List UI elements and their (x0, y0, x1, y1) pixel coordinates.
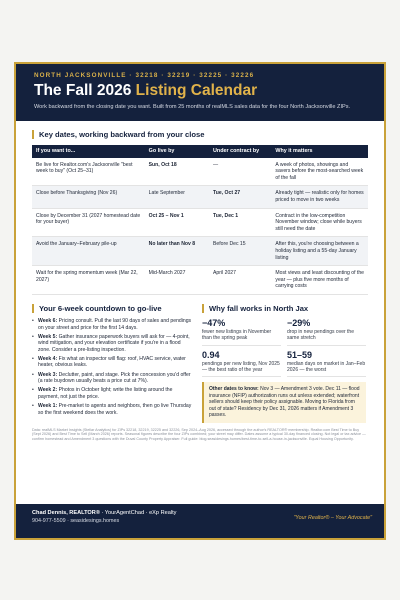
week-label: Week 1: (38, 402, 58, 409)
agent-affiliation: · YourAgentChad · eXp Realty (99, 510, 177, 516)
stat-label: fewer new listings in November than the spring peak (202, 328, 272, 342)
table-row (32, 186, 368, 208)
two-column-section (16, 295, 384, 423)
agent-name: Chad Dennis, REALTOR® (32, 510, 100, 516)
sources-note: Data: realMLS Market Insights (Stellar Analytics) for ZIPs 32218, 32219, 32225 and 32226, Sep 2024–Aug 2026, accessed through the author's REALTOR® membership. Realtor.com Best Time to Buy (Sept 2026) and Best Time to Sell (March 2026) reports. Seasonal figures describe the four ZIPs combined; your street may differ. Dates assume a typical 30-day financed closing. Not legal or tax advice — confirm homestead and Amendment 3 questions with the Duval County Property Appraiser. Full guide: blog.seasidesings.homes/best-time-to-sell-a-house-in-jacksonville. Equal Housing Opportunity. (32, 427, 366, 442)
column-header: Under contract by (209, 145, 271, 158)
cell-why: Most views and least discounting of the year — plus five more months of carrying costs (271, 266, 368, 295)
cell-go-live: Oct 25 – Nov 1 (145, 208, 209, 237)
table-row (32, 266, 368, 295)
week-label: Week 3: (38, 371, 58, 378)
agent-contact: 904-977-5509 · seasidesings.homes (32, 518, 120, 524)
stat-number: −47% (202, 317, 226, 328)
cell-under-contract: Tue, Dec 1 (209, 208, 271, 237)
table-row (32, 208, 368, 237)
why-fall-title: Why fall works in North Jax (202, 304, 366, 313)
stat-label: drop in new pendings over the same stretch (287, 328, 354, 342)
cell-goal: Close before Thanksgiving (Nov 26) (32, 186, 145, 208)
zip-codes: NORTH JACKSONVILLE · 32218 · 32219 · 32225 · 32226 (34, 72, 255, 79)
column-header: If you want to... (32, 145, 145, 158)
cell-go-live: Sun, Oct 18 (145, 158, 209, 186)
cell-goal: Close by December 31 (2027 homestead date for your buyer) (32, 208, 145, 237)
list-item (32, 318, 192, 331)
week-label: Week 4: (38, 355, 58, 362)
week-task: Pricing consult. Pull the last 90 days of sales and pendings on your street and price for the first 14 days. (38, 317, 192, 331)
stat-number: 51–59 (287, 349, 313, 360)
list-item (32, 403, 192, 416)
week-task: Gather insurance paperwork buyers will ask for — 4-point, wind mitigation, and your elevation certificate if you're in a flood zone. Consider a pre-listing inspection. (38, 333, 190, 353)
table-row (32, 158, 368, 186)
key-dates-title: Key dates, working backward from your close (32, 130, 368, 139)
countdown-title: Your 6-week countdown to go-live (32, 304, 192, 313)
why-fall-section (202, 304, 366, 423)
cell-goal: Avoid the January–February pile-up (32, 237, 145, 266)
table-row (32, 237, 368, 266)
stat-card (202, 318, 281, 346)
cell-under-contract: Before Dec 15 (209, 237, 271, 266)
list-item (32, 387, 192, 400)
week-task: Fix what an inspector will flag: roof, HVAC service, water heater, obvious leaks. (38, 355, 186, 369)
cell-why: A week of photos, showings and savers before the most-searched week of the fall (271, 158, 368, 186)
title-main: The Fall 2026 (34, 82, 136, 99)
cell-under-contract: — (209, 158, 271, 186)
cell-why: After this, you're choosing between a holiday listing and a 55-day January listing (271, 237, 368, 266)
key-dates-table (32, 145, 368, 295)
cell-go-live: No later than Nov 8 (145, 237, 209, 266)
header (16, 64, 384, 121)
stat-number: −29% (287, 317, 311, 328)
key-dates-section (16, 121, 384, 295)
cell-under-contract: April 2027 (209, 266, 271, 295)
callout-text: Nov 3 — Amendment 3 vote. Dec 11 — flood insurance (NFIP) authorization runs out unless extended; waterfront sellers should keep their policy assignable. Moving to Florida from out of state? Residency by Dec 31, 2026 matters if Amendment 3 passes. (209, 386, 360, 419)
week-task: Pre-market to agents and neighbors, then go live Thursday so the first weekend does the work. (38, 402, 192, 416)
week-task: Photos in October light; write the listing around the payment, not just the price. (38, 387, 173, 400)
list-item (32, 356, 192, 369)
cell-goal: Be live for Realtor.com's Jacksonville "best week to buy" (Oct 25–31) (32, 158, 145, 186)
stat-label: median days on market in Jan–Feb 2026 — the worst (287, 360, 366, 373)
stat-card (287, 350, 366, 378)
cell-go-live: Late September (145, 186, 209, 208)
cell-go-live: Mid-March 2027 (145, 266, 209, 295)
countdown-section (32, 304, 192, 423)
title-accent: Listing Calendar (135, 82, 258, 99)
cell-why: Already tight — realistic only for homes priced to move in two weeks (271, 186, 368, 208)
week-label: Week 5: (38, 333, 58, 340)
listing-calendar-page (14, 62, 386, 540)
agent-tagline: "Your Realtor® – Your Advocate" (293, 515, 372, 521)
page-title (34, 82, 366, 100)
stat-number: 0.94 (202, 349, 220, 360)
column-header: Why it matters (271, 145, 368, 158)
callout-lead: Other dates to know: (209, 386, 259, 393)
week-task: Declutter, paint, and stage. Pick the concession you'd offer (a rate buydown usually beats a price cut at 7%). (38, 371, 191, 385)
cell-under-contract: Tue, Oct 27 (209, 186, 271, 208)
stat-card (287, 318, 366, 346)
cell-goal: Wait for the spring momentum week (Mar 22, 2027) (32, 266, 145, 295)
list-item (32, 334, 192, 354)
table-header-row (32, 145, 368, 158)
week-label: Week 6: (38, 317, 58, 324)
footer (16, 504, 384, 538)
countdown-list (32, 318, 192, 416)
stat-card (202, 350, 281, 378)
stats-grid (202, 318, 366, 377)
cell-why: Contract in the low-competition November window; close while buyers still need the date (271, 208, 368, 237)
list-item (32, 372, 192, 385)
stat-label: pendings per new listing, Nov 2025 — the best ratio of the year (202, 360, 280, 373)
week-label: Week 2: (38, 387, 58, 394)
other-dates-callout (202, 382, 366, 423)
page-subtitle: Work backward from the closing date you want. Built from 25 months of realMLS sales data for the four North Jacksonville ZIPs. (34, 104, 351, 110)
column-header: Go live by (145, 145, 209, 158)
